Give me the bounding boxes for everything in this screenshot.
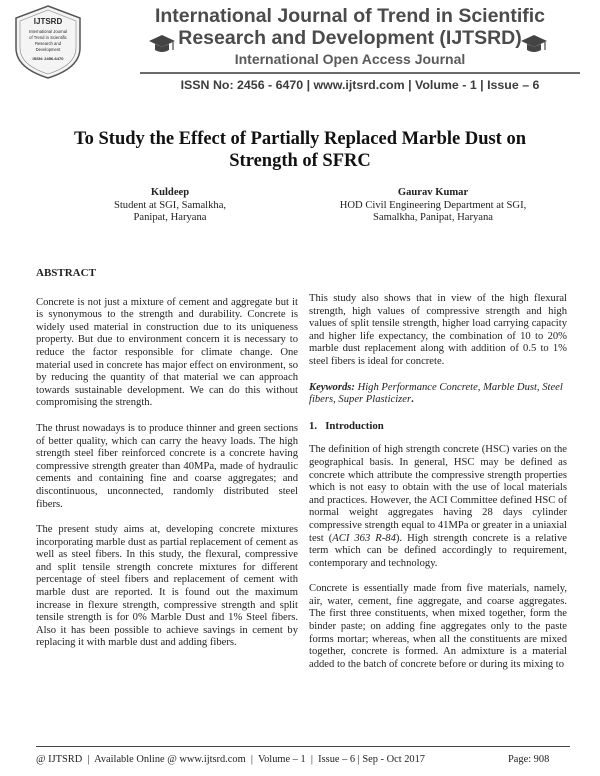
paper-title — [60, 128, 540, 172]
logo-line: of Trend in Scientific — [29, 35, 67, 40]
keywords-label: Keywords: — [309, 381, 355, 393]
keywords: Keywords: High Performance Concrete, Marble Dust, Steel fibers, Super Plasticizer. — [309, 381, 563, 406]
author-name: Kuldeep — [150, 187, 190, 198]
author-name: Gaurav Kumar — [397, 187, 469, 198]
intro-paragraph — [309, 444, 567, 570]
page-number: Page: 908 — [508, 754, 550, 765]
paper-title-line: Strength of SFRC — [229, 151, 371, 171]
paper-title-line: To Study the Effect of Partially Replaced Marble Dust on — [73, 129, 527, 149]
author-affiliation: HOD Civil Engineering Department at SGI, — [339, 199, 527, 211]
section-heading: 1. Introduction — [309, 419, 384, 432]
abstract-paragraph: The thrust nowadays is to produce thinner and green sections of better quality, which can carry the heavy loads. The high strength steel fiber reinforced concrete is a concrete having compressive strength greater than 40MPa, made of hydraulic cements and containing fine and coarse aggregates; and discontinuous, unconnected, randomly distributed steel fibers. — [36, 422, 298, 510]
left-column — [36, 267, 298, 663]
author-block — [318, 187, 548, 225]
abstract-paragraph: Concrete is not just a mixture of cement and aggregate but it is synonymous to the strength and durability. Concrete is widely used material in construction due to its uniqueness property. But due to environment concern it is necessary to reduce the factor responsible for climate change. One material used in concrete has major effect on environment, so by reducing the quantity of that material we can approach towards sustainable development. We can do this without compromising the strength. — [36, 296, 298, 409]
journal-title — [150, 5, 550, 49]
journal-title-line: International Journal of Trend in Scientific — [154, 5, 546, 27]
journal-title-line: Research and Development (IJTSRD) — [178, 27, 522, 49]
journal-subtitle: International Open Access Journal — [234, 51, 466, 67]
logo-line: Development — [35, 47, 61, 52]
journal-header — [0, 0, 600, 92]
abstract-paragraph: This study also shows that in view of the high flexural strength, high values of compressive strength and high values of split tensile strength, higher load carrying capacity and higher life expectancy, the combination of 10 to 20% marble dust replacement along with addition of 0.5 to 1% steel fibers is ideal for concrete. — [309, 293, 567, 367]
logo-line: Research and — [34, 41, 62, 46]
intro-paragraph: Concrete is essentially made from five materials, namely, air, water, cement, fine aggregate, and coarse aggregates. The first three constituents, when mixed together, form the binder paste; on adding fine aggregates only to the paste forms mortar; whereas, when all the constituents are mixed together, concrete is formed. An admixture is a material added to the batch of concrete before or during its mixing to — [309, 583, 567, 670]
issn-line: ISSN No: 2456 - 6470 | www.ijtsrd.com | Volume - 1 | Issue – 6 — [180, 78, 540, 92]
author-affiliation: Panipat, Haryana — [133, 212, 207, 223]
abstract-heading: ABSTRACT — [36, 267, 96, 279]
citation-ref: ACI 363 R-84 — [332, 532, 396, 544]
header-divider — [140, 72, 580, 74]
author-affiliation: Samalkha, Panipat, Haryana — [372, 212, 494, 223]
logo-line: ISSN: 2456-6470 — [32, 56, 64, 61]
logo-line: International Journal — [29, 29, 67, 34]
footer-citation: @ IJTSRD | Available Online @ www.ijtsrd.com | Volume – 1 | Issue – 6 | Sep - Oct 2017 — [36, 754, 425, 765]
ijtsrd-logo — [12, 4, 84, 80]
author-affiliation: Student at SGI, Samalkha, — [113, 199, 227, 211]
abstract-paragraph: The present study aims at, developing concrete mixtures incorporating marble dust as partial replacement of cement as well as steel fibers. In this study, the flexural, compressive and split tensile strength concrete mixtures for different percentage of steel fibers and replacement of cement with marble dust are reported. It is found out the maximum increase in flexure strength, compressive strength and split tensile strength is for 0% Marble Dust and 1% Steel fibers. Also it has been possible to achieve savings in cement by replacing it with marble dust and adding fibers. — [36, 524, 298, 649]
intro-text: The definition of high strength concrete (HSC) varies on the geographical basis. In general, HSC may be defined as concrete which attribute the compressive strength properties which is not easy to obtain with the use of local materials and practices. However, the ACI Committee defined HSC of normal weight aggregates having 28 days cylinder compressive strength equal to 41MPa or greater in a uniaxial test ( — [309, 444, 568, 544]
author-block — [95, 187, 245, 225]
footer-divider — [36, 746, 570, 747]
intro-text: ). High strength concrete is a relative term which can be defined accordingly to requirement, contemporary and technology. — [309, 532, 567, 569]
keywords-text: High Performance Concrete, Marble Dust, Steel fibers, Super Plasticizer — [309, 381, 563, 406]
right-column — [309, 293, 567, 684]
logo-acronym: IJTSRD — [33, 17, 63, 26]
